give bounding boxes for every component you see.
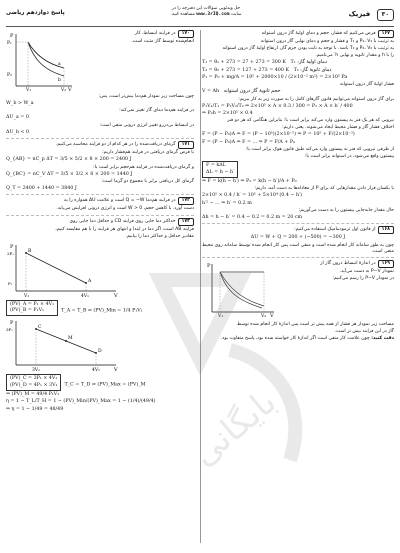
q171-eq3: Q_T = 2400 + 1440 = 3840 J: [6, 186, 77, 192]
q168-line1: از قانون اول ترمودینامیک استفاده می‌کنیم:: [294, 227, 376, 233]
q167-line1: فرض می‌کنیم که فشار، حجم و دمای اولیهٔ گاز درون استوانه: [261, 31, 376, 36]
point-m: [65, 340, 67, 342]
question-number-167: ۱۶۷: [378, 30, 394, 38]
p2-label: P₂: [7, 73, 12, 78]
section-separator: [202, 257, 394, 258]
q168-eq: ΔU = W + Q = 200 + (−500) = −300 J: [250, 235, 346, 241]
q167-eq-force2: F = (P − P₀)A ⇒ F = ... ⇒ P = F/A + P₀: [202, 139, 296, 145]
q173-pv-graph-2: [6, 317, 126, 373]
q167-line4: را با h و مقدار ثانویه و نهایی h′ می‌نامیم.: [315, 53, 394, 59]
q173-eq-min: T_A = T_B ⇒ (PV)_Min = 1/4 P₁V₁: [61, 308, 143, 314]
4v1-label: 4V₁: [81, 293, 89, 299]
q171-eq1: Q_{AB} = nC_p ΔT = 3/5 × 5/2 × 8 × 200 = 2400 J: [6, 157, 132, 163]
q167-eq-ideal-gas: P₁V₁/T₁ = P₂V₂/T₂ ⇒ 2×10⁵ × A × 0.3 / 300 = P₂ × A × h′ / 400: [202, 103, 353, 109]
q169-note-label: دقت کنید:: [371, 335, 394, 341]
q167-eq-v: V = Ah حجم ثانویهٔ گاز درون استوانه: [202, 89, 281, 95]
point-d-label: D: [98, 349, 102, 355]
q173-line3: مقادیر حداقل و حداکثر دما را بیابیم.: [125, 233, 194, 239]
q167-eq-p1: P₁ = P₀ + mg/A = 10⁵ + 2000×10 / (2×10⁻² m²) = 2×10⁵ Pa: [202, 74, 348, 80]
left-column: [6, 30, 194, 545]
q167-eq-t1: T₁ = θ₁ + 273 = 27 + 273 = 300 K دمای اولیهٔ گاز: T₁: [202, 60, 327, 66]
q167-eq-deltah: Δh = h − h′ = 0.4 − 0.2 = 0.2 m = 20 cm: [202, 215, 303, 221]
q169-line3: در نمودار P−V را رسم می‌کنیم:: [332, 275, 394, 281]
q169-line1: در اندازهٔ انبساط درون گاز از: [320, 260, 376, 266]
q167-hooke-box: [202, 161, 394, 178]
question-number-172: ۱۷۲: [178, 197, 194, 205]
question-number-169: ۱۶۹: [378, 260, 394, 268]
q167-eq-force1: F = (P − P₀)A ⇒ F = (P − 10⁵)(2×10⁻²) ⇒ P = 10⁵ + F/(2×10⁻²): [202, 132, 355, 138]
point-a-label: A: [88, 278, 92, 284]
q170-line2: انجام‌شده توسط گاز مثبت است.: [131, 39, 194, 45]
q173-graph1-block: [6, 241, 194, 299]
p-axis-label: P: [10, 243, 14, 250]
q167-eq-hprime: h′² − ... ⇒ h′ = 0.2 m: [202, 200, 252, 206]
v2-label: V₂: [261, 313, 267, 318]
p1-label: P₁: [8, 280, 13, 286]
q167-mid-text6: با یکسان قرار دادن مقدارهایی که برای P از معادله‌ها به دست آمد، داریم:: [254, 186, 394, 192]
q173-line1: حداکثر دما جایی روی فرایند CD و حداقل دما جایی روی: [69, 218, 176, 224]
curve-b: [28, 42, 64, 76]
q170-eq3: ΔU_b < 0: [6, 129, 30, 135]
line-ab: [26, 253, 86, 283]
point-c-label: C: [38, 325, 42, 331]
q170-eq2: ΔU_a = 0: [6, 115, 29, 121]
v1-label: V₁: [24, 293, 30, 299]
v-axis-label: V: [114, 292, 118, 299]
q170-line1: در فرایند انبساط، کار: [134, 31, 176, 36]
q171-line1: گرمای دریافت‌شده را در هر کدام از دو فرایند محاسبه می‌کنیم.: [55, 142, 176, 148]
curve-b-label: b: [58, 78, 61, 83]
q170-line4: در فرایند هم‌دما دمای گاز تغییر نمی‌کند:: [119, 108, 194, 114]
point-m-label: M: [68, 336, 73, 342]
watermark-text: بایگانی: [184, 381, 285, 475]
q172-line1: در فرایند هم‌دما Q = −W است و علامت ΔU همواره را به: [64, 198, 176, 204]
header-section-title: پاسخ دوازدهم ریاضی: [6, 10, 65, 16]
q167-eq-t2: T₂ = θ₂ + 273 = 127 + 273 = 400 K دمای ثانویهٔ گاز: T₂: [202, 67, 332, 73]
q167-mid-text7: حال مقدار جابه‌جایی پیستون را به دست می‌آوریم:: [298, 207, 394, 213]
header-note-line3: مشاهده کنید.: [170, 12, 195, 18]
point-b-label: B: [28, 248, 32, 254]
q167-mid-text2: نیرویی که هر یک فنر به پیستون وارد می‌کند برابر است با: بنابراین هنگامی که هر دو فنر: [227, 118, 394, 124]
p1-label: P₁: [7, 41, 12, 46]
q173-eq-result: ⇒ η = 1 − 1/49 = 48/49: [6, 406, 64, 412]
v1-label: V₁: [26, 88, 32, 92]
v-axis-label: V: [270, 312, 274, 318]
q167-mid-text: برای گاز درون استوانه می‌توانیم قانون گازهای کامل را به صورت زیر به کار ببریم:: [238, 96, 394, 102]
p-axis-label: P: [10, 320, 14, 327]
question-number-170: ۱۷۰: [178, 30, 194, 38]
isotherm-curve: [220, 272, 264, 306]
q173-line2: فرایند AB است، اگر دما در ابتدا و انتهای هر فرایند را با هم مقایسه کنیم،: [55, 226, 194, 232]
q173-eq-pvm: ⇒ (PV)_M = 49/4 P₁V₁: [6, 392, 60, 398]
subject-label: [349, 9, 394, 21]
question-number-168: ۱۶۸: [378, 226, 394, 234]
header-note-line1: حل ویدئویی سؤالات این دفترچه را در: [171, 6, 241, 11]
q167-line3: به ترتیب با P₂، V₂ و T₂ باشد. با توجه به ثابت بودن جرم گاز، ارتفاع اولیهٔ گاز درون استوانه: [222, 46, 394, 52]
q167-eq-p2h: ⇒ P₂h = 2×10⁵ × 0.4: [202, 111, 253, 117]
q170-line5: در انبساط بی‌دررو تغییر انرژی درونی منفی است:: [99, 122, 194, 128]
question-number-171: ۱۷۱: [178, 141, 194, 149]
section-separator: [6, 215, 194, 216]
header-site-link[interactable]: www.3rIQ.com: [196, 12, 230, 18]
q167-eq-equate: 2×10⁵ × 0.4 / h′ = 10⁵ + 5×10⁴ (0.4 − h′): [202, 193, 303, 199]
q170-line3: چون مساحت زیر نمودار هم‌دما بیش‌تر است، پس:: [98, 94, 194, 99]
q167-line2: به ترتیب با P₁، V₁ و T₁ و فشار و حجم و دمای نهایی گاز درون استوانه: [260, 39, 394, 45]
q168-tail: چون به طور سامانه کار انجام شده است و منفی است پس کار انجام شده توسط سامانه روی محیط منفی است.: [202, 242, 394, 254]
question-number-173: ۱۷۳: [178, 218, 194, 226]
v2-label: V₂: [61, 88, 67, 92]
q171-eq2: Q_{BC} = nC_V ΔT = 3/5 × 3/2 × 8 × 200 = 1440 J: [6, 171, 133, 177]
v-axis-label: V: [114, 367, 118, 374]
section-separator: [6, 138, 194, 139]
q167-eq-p2: ⇒ F = k(h − h′) ⇒ P₂ = k(h − h′)/A + P₀: [202, 178, 297, 184]
section-separator: [6, 194, 194, 195]
page-header: [6, 6, 394, 24]
p-axis-label: P: [10, 33, 14, 39]
q173-graph2-block: [6, 317, 194, 373]
3v1-label: 3V₁: [32, 368, 40, 374]
q167-eq-p1-label: فشار اولیهٔ گاز درون استوانه: [339, 82, 394, 88]
q170-pv-graph: [6, 30, 76, 92]
q167-mid-text5: پیستون واقع می‌شود، در استوانه برابر است با:: [304, 154, 394, 160]
q171-line2: با فرض گرمای دریافتی در فرایند هم‌فشار داریم:: [102, 150, 194, 156]
q170-block: [6, 30, 194, 94]
page-number: ۳۰: [377, 9, 394, 21]
q172-line2: دست آورد. با کاهش حجم، W > 0 است و انرژی درونی افزایش می‌یابد.: [56, 206, 194, 212]
subject-title: فیزیک: [348, 10, 371, 18]
q167-eq-deltaL: ΔL = h − h′: [206, 169, 235, 175]
3p1-label: 3P₁: [6, 327, 13, 333]
q173-eq-pva: (PV)_A = P₁ × 4V₁ (PV)_B = P₁V₁ T_A = T_B ⇒ (PV)_Min = 1/4 P₁V₁: [6, 300, 194, 317]
2p1-label: 2P₁: [7, 250, 14, 256]
q173-eq-max: T_C = T_D ⇒ (PV)_Max = (PV)_M: [64, 382, 146, 388]
q169-note-text: چون علامت کار منفی است اگر اندازهٔ کار خواسته شده بود، پاسخ متفاوت بود.: [220, 335, 370, 341]
adiabat-curve: [220, 272, 262, 308]
v1-label: V₁: [218, 313, 224, 318]
q169-line4: مساحت زیر نمودار هر فشار از همه بیش تر است پس اندازهٔ کار انجام شده توسط: [236, 321, 394, 327]
q167-mid-text4: از طرفی نیرویی که فنر به پیستون وارد می‌کند طبق قانون هوک برابر است با:: [245, 147, 394, 153]
q169-block: [202, 260, 394, 322]
q171-line4: گرمای کل دریافتی برابر با مجموع دو گرما است:: [101, 179, 194, 185]
header-site-note: [136, 6, 276, 19]
q167-eq-hooke: F = kΔL: [206, 163, 226, 169]
header-note-line2: سایت: [230, 12, 242, 18]
q170-eq1: W_b > W_a: [6, 101, 34, 107]
p-axis-label: P: [207, 262, 211, 269]
4v1-label: 4V₁: [92, 368, 100, 374]
v-axis-label: V: [68, 87, 72, 92]
q171-line3: و گرمای دریافت‌شده در فرایند هم‌حجم برابر است با:: [93, 164, 194, 170]
q169-line2: نمودار P−V به دست می‌آید.: [339, 268, 394, 274]
q167-mid-text3: اختلاف فشار گاز و فشار محیط ایجاد می‌شوند. یعنی داریم:: [282, 125, 394, 131]
q173-eq-efficiency: η = 1 − T_L/T_H = 1 − (PV)_Min/(PV)_Max = 1 − (1/4)/(49/4): [6, 399, 156, 405]
q173-pv-graph-1: [6, 241, 126, 299]
section-separator: [202, 223, 394, 224]
q173-eq-pvc: (PV)_C = 3P₁ × 4V₁ (PV)_D = 4P₁ × 3V₁ T_C = T_D ⇒ (PV)_Max = (PV)_M: [6, 374, 194, 391]
right-column: [202, 30, 394, 545]
q169-line5: گاز در این فرایند بیش تر است.: [334, 328, 394, 334]
header-divider: [6, 26, 394, 27]
q169-pv-graph: [204, 260, 278, 318]
curve-a-label: a: [58, 62, 61, 67]
column-divider: [200, 30, 201, 543]
